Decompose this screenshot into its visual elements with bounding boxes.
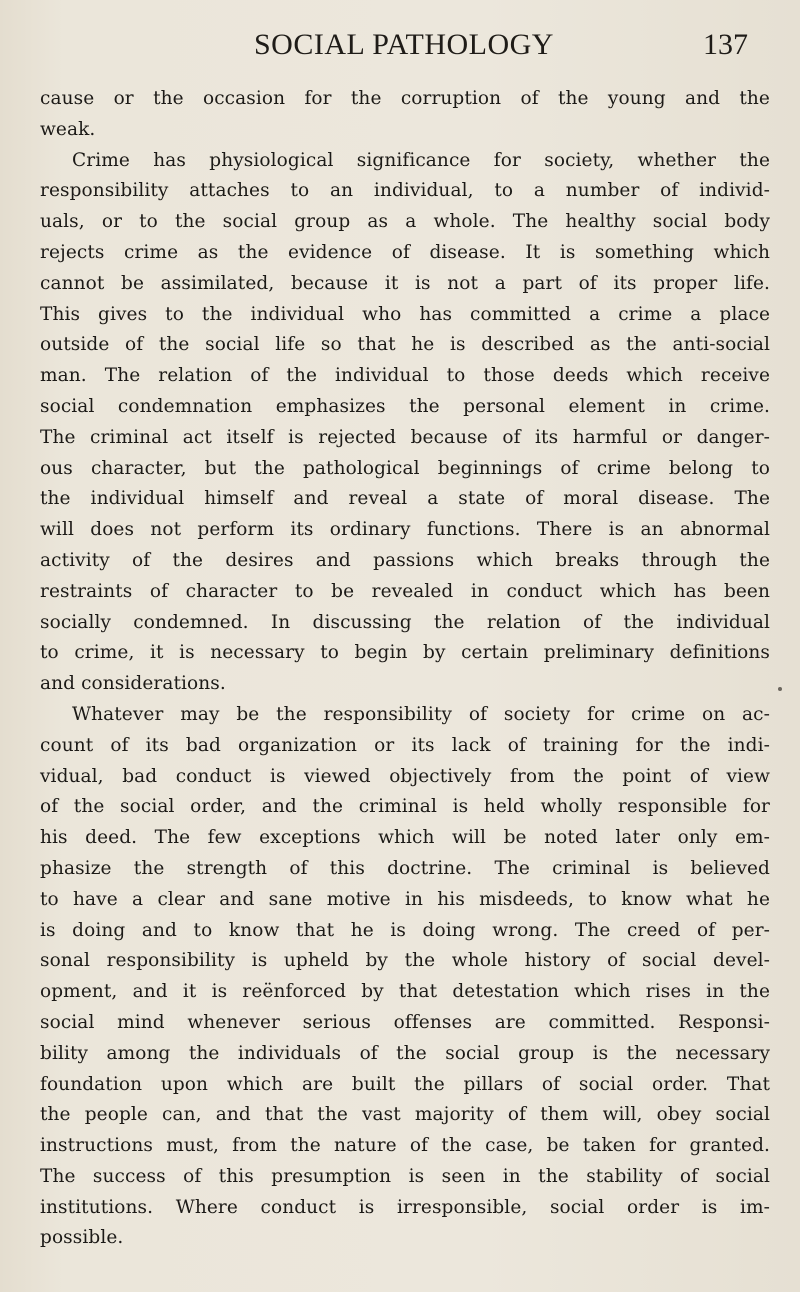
text-line: weak. bbox=[40, 118, 96, 140]
text-line: institutions. Where conduct is irresponsible, social order is im- bbox=[40, 1196, 770, 1218]
text-line: to have a clear and sane motive in his misdeeds, to know what he bbox=[40, 888, 770, 910]
text-line: cannot be assimilated, because it is not a part of its proper life. bbox=[40, 272, 770, 294]
text-line: uals, or to the social group as a whole. The healthy social body bbox=[40, 211, 770, 233]
text-line: man. The relation of the individual to those deeds which receive bbox=[40, 365, 770, 387]
text-line: vidual, bad conduct is viewed objectively from the point of view bbox=[40, 765, 770, 787]
text-line: to crime, it is necessary to begin by certain preliminary definitions bbox=[40, 642, 770, 664]
text-line: Whatever may be the responsibility of society for crime on ac- bbox=[72, 703, 770, 725]
margin-mark bbox=[778, 687, 782, 691]
text-line: bility among the individuals of the social group is the necessary bbox=[40, 1042, 770, 1064]
text-line: rejects crime as the evidence of disease. It is something which bbox=[40, 241, 770, 263]
body-text bbox=[40, 84, 770, 1254]
text-line: socially condemned. In discussing the relation of the individual bbox=[40, 611, 770, 633]
text-line: cause or the occasion for the corruption of the young and the bbox=[40, 88, 770, 109]
text-line: restraints of character to be revealed in conduct which has been bbox=[40, 580, 770, 602]
text-line: is doing and to know that he is doing wrong. The creed of per- bbox=[40, 919, 770, 941]
text-line: This gives to the individual who has committed a crime a place bbox=[40, 303, 770, 325]
page-number: 137 bbox=[703, 28, 748, 61]
text-line: social condemnation emphasizes the personal element in crime. bbox=[40, 395, 770, 417]
running-head-title: SOCIAL PATHOLOGY bbox=[254, 28, 554, 61]
text-line: will does not perform its ordinary functions. There is an abnormal bbox=[40, 519, 770, 541]
text-line: The criminal act itself is rejected because of its harmful or danger- bbox=[40, 426, 770, 448]
text-line: count of its bad organization or its lack of training for the indi- bbox=[40, 734, 770, 756]
text-line: instructions must, from the nature of the case, be taken for granted. bbox=[40, 1135, 770, 1157]
text-line: his deed. The few exceptions which will be noted later only em- bbox=[40, 827, 770, 849]
text-line: phasize the strength of this doctrine. The criminal is believed bbox=[40, 857, 770, 879]
text-line: sonal responsibility is upheld by the whole history of social devel- bbox=[40, 950, 770, 972]
text-line: outside of the social life so that he is described as the anti-social bbox=[40, 334, 770, 356]
text-line: opment, and it is reënforced by that detestation which rises in the bbox=[40, 981, 770, 1003]
text-line: ous character, but the pathological beginnings of crime belong to bbox=[40, 457, 770, 479]
text-line: the individual himself and reveal a state of moral disease. The bbox=[40, 488, 770, 510]
text-line: and considerations. bbox=[40, 673, 226, 695]
text-line: the people can, and that the vast majority of them will, obey social bbox=[40, 1104, 770, 1126]
text-line: possible. bbox=[40, 1227, 124, 1249]
text-line: The success of this presumption is seen in the stability of social bbox=[40, 1165, 770, 1187]
running-head bbox=[60, 28, 748, 68]
text-line: Crime has physiological significance for society, whether the bbox=[72, 149, 770, 171]
text-line: social mind whenever serious offenses are committed. Responsi- bbox=[40, 1011, 770, 1033]
text-line: of the social order, and the criminal is held wholly responsible for bbox=[40, 796, 770, 818]
text-line: responsibility attaches to an individual, to a number of individ- bbox=[40, 180, 770, 202]
text-line: activity of the desires and passions which breaks through the bbox=[40, 549, 770, 571]
text-line: foundation upon which are built the pillars of social order. That bbox=[40, 1073, 770, 1095]
